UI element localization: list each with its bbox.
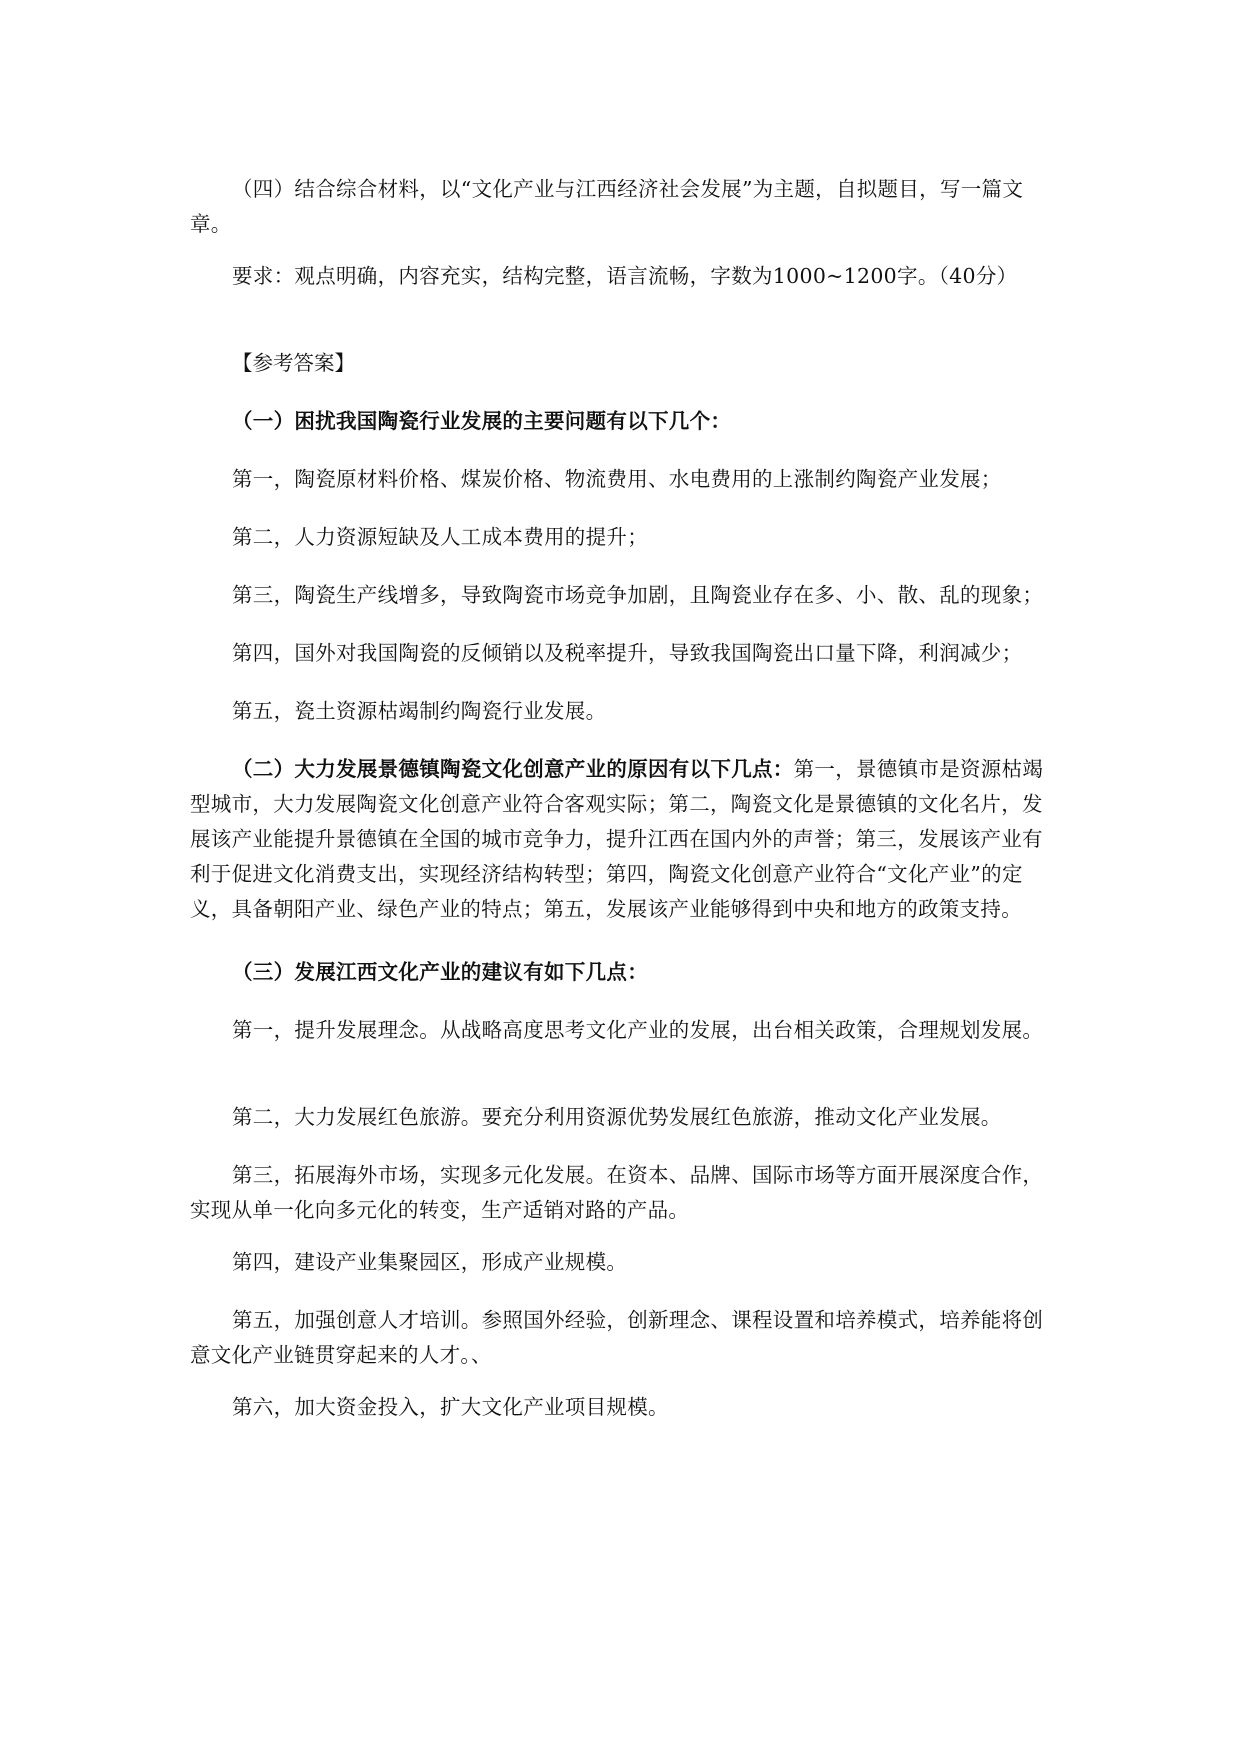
question-task: （四）结合综合材料，以“文化产业与江西经济社会发展”为主题，自拟题目，写一篇文章。 bbox=[190, 177, 1024, 236]
section3-heading: （三）发展江西文化产业的建议有如下几点： bbox=[232, 960, 648, 984]
section1-point-1: 第一，陶瓷原材料价格、煤炭价格、物流费用、水电费用的上涨制约陶瓷产业发展； bbox=[232, 467, 1002, 491]
section3-point-2: 第二，大力发展红色旅游。要充分利用资源优势发展红色旅游，推动文化产业发展。 bbox=[232, 1105, 1002, 1129]
section1-point-2: 第二，人力资源短缺及人工成本费用的提升； bbox=[232, 525, 648, 549]
section2-paragraph bbox=[190, 752, 1050, 927]
section3-point-6: 第六，加大资金投入，扩大文化产业项目规模。 bbox=[232, 1395, 669, 1419]
question-requirement: 要求：观点明确，内容充实，结构完整，语言流畅，字数为1000~1200字。（40分） bbox=[232, 264, 1018, 288]
section3-point-1: 第一，提升发展理念。从战略高度思考文化产业的发展，出台相关政策，合理规划发展。 bbox=[232, 1018, 1044, 1042]
section3-point-4: 第四，建设产业集聚园区，形成产业规模。 bbox=[232, 1250, 628, 1274]
answer-header: 【参考答案】 bbox=[232, 351, 355, 375]
section2-body: 第一，景德镇市是资源枯竭型城市，大力发展陶瓷文化创意产业符合客观实际；第二，陶瓷文化是景德镇的文化名片，发展该产业能提升景德镇在全国的城市竞争力，提升江西在国内外的声誉；第三，发展该产业有利于促进文化消费支出，实现经济结构转型；第四，陶瓷文化创意产业符合“文化产业”的定义，具备朝阳产业、绿色产业的特点；第五，发展该产业能够得到中央和地方的政策支持。 bbox=[190, 757, 1044, 921]
section1-point-4: 第四，国外对我国陶瓷的反倾销以及税率提升，导致我国陶瓷出口量下降，利润减少； bbox=[232, 641, 1023, 665]
section3-point-5: 第五，加强创意人才培训。参照国外经验，创新理念、课程设置和培养模式，培养能将创意文化产业链贯穿起来的人才。、 bbox=[190, 1308, 1044, 1367]
section1-point-3: 第三，陶瓷生产线增多，导致陶瓷市场竞争加剧，且陶瓷业存在多、小、散、乱的现象； bbox=[232, 583, 1044, 607]
section1-heading: （一）困扰我国陶瓷行业发展的主要问题有以下几个： bbox=[232, 409, 732, 433]
section1-point-5: 第五，瓷土资源枯竭制约陶瓷行业发展。 bbox=[232, 699, 607, 723]
section3-point-3: 第三，拓展海外市场，实现多元化发展。在资本、品牌、国际市场等方面开展深度合作，实现从单一化向多元化的转变，生产适销对路的产品。 bbox=[190, 1163, 1044, 1222]
section2-heading: （二）大力发展景德镇陶瓷文化创意产业的原因有以下几点： bbox=[232, 757, 794, 781]
